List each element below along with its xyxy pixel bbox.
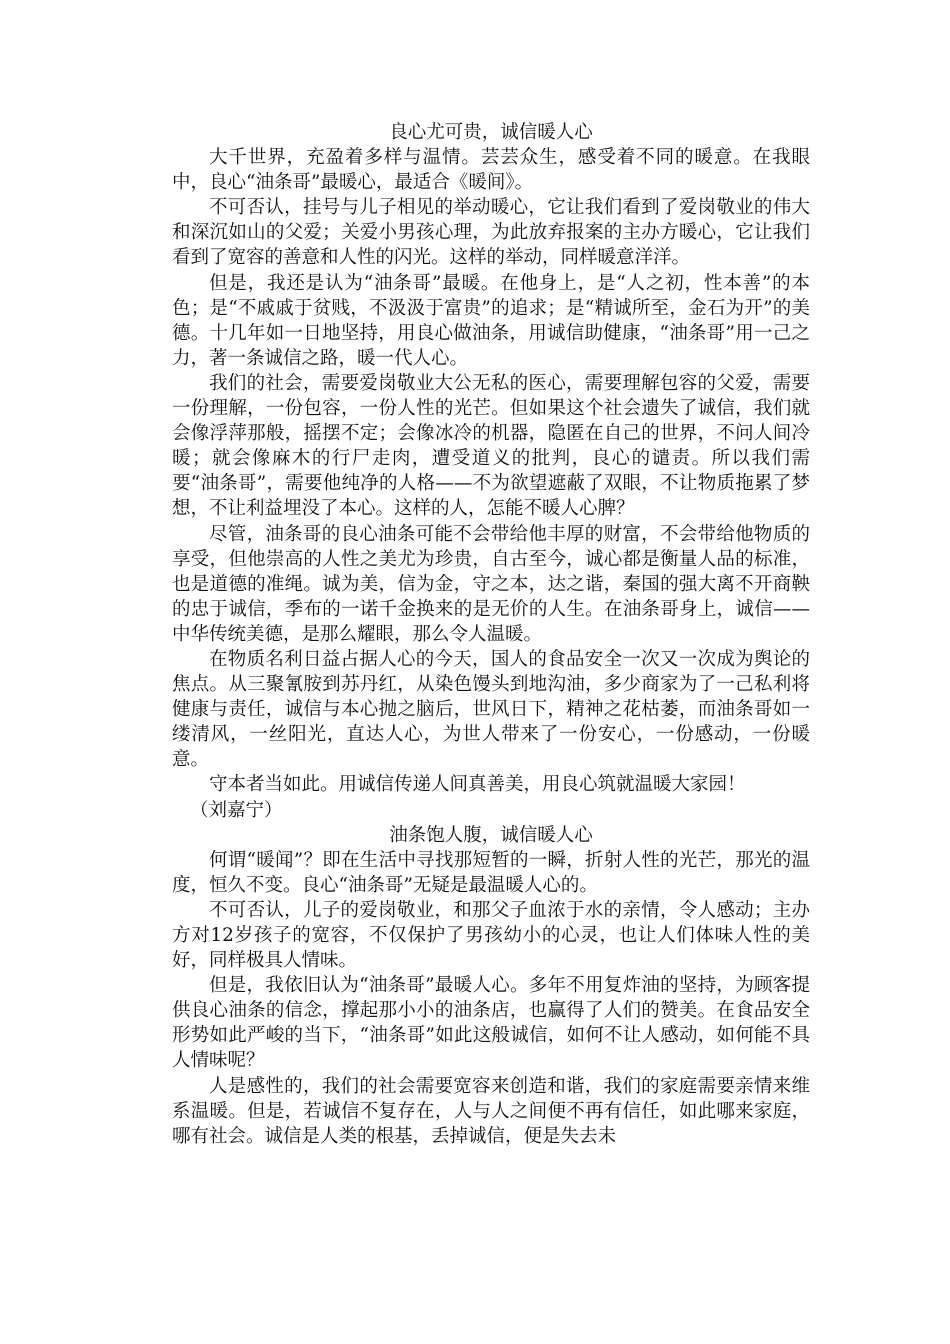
essay-1-paragraph: 我们的社会，需要爱岗敬业大公无私的医心，需要理解包容的父爱，需要一份理解，一份包容，一份人性的光芒。但如果这个社会遗失了诚信，我们就会像浮萍那般，摇摆不定；会像冰冷的机器，隐匿在自己的世界，不问人间冷暖；就会像麻木的行尸走肉，遭受道义的批判，良心的谴责。所以我们需要“油条哥”，需要他纯净的人格——不为欲望遮蔽了双眼，不让物质拖累了梦想，不让利益埋没了本心。这样的人，怎能不暖人心脾？	[172, 372, 810, 520]
essay-2-paragraph: 何谓“暖闻”？即在生活中寻找那短暂的一瞬，折射人性的光芒，那光的温度，恒久不变。良心“油条哥”无疑是最温暖人心的。	[172, 849, 810, 896]
essay-1-paragraph: 守本者当如此。用诚信传递人间真善美，用良心筑就温暖大家园！	[209, 774, 746, 796]
essay-1	[172, 120, 810, 823]
essay-1-paragraph: 在物质名利日益占据人心的今天，国人的食品安全一次又一次成为舆论的焦点。从三聚氰胺到苏丹红，从染色馒头到地沟油，多少商家为了一己私利将健康与责任，诚信与本心抛之脑后，世风日下，精神之花枯萎，而油条哥如一缕清风，一丝阳光，直达人心，为世人带来了一份安心，一份感动，一份暖意。	[172, 648, 810, 771]
essay-2-paragraph: 不可否认，儿子的爱岗敬业，和那父子血浓于水的亲情，令人感动；主办方对12岁孩子的宽容，不仅保护了男孩幼小的心灵，也让人们体味人性的美好，同样极具人情味。	[172, 899, 810, 972]
essay-2-paragraph: 人是感性的，我们的社会需要宽容来创造和谐，我们的家庭需要亲情来维系温暖。但是，若诚信不复存在，人与人之间便不再有信任，如此哪来家庭，哪有社会。诚信是人类的根基，丢掉诚信，便是失去未	[172, 1075, 810, 1147]
essay-1-paragraph: 大千世界，充盈着多样与温情。芸芸众生，感受着不同的暖意。在我眼中，良心“油条哥”最暖心，最适合《暖间》。	[172, 147, 810, 194]
essay-2	[172, 823, 810, 1149]
essay-1-paragraph: 不可否认，挂号与儿子相见的举动暖心，它让我们看到了爱岗敬业的伟大和深沉如山的父爱；关爱小男孩心理，为此放弃报案的主办方暖心，它让我们看到了宽容的善意和人性的闪光。这样的举动，同样暖意洋洋。	[172, 197, 810, 269]
essay-1-paragraph: 尽管，油条哥的良心油条可能不会带给他丰厚的财富，不会带给他物质的享受，但他崇高的人性之美尤为珍贵，自古至今，诚心都是衡量人品的标准，也是道德的准绳。诚为美，信为金，守之本，达之谐，秦国的强大离不开商鞅的忠于诚信，季布的一诺千金换来的是无价的人生。在油条哥身上，诚信——中华传统美德，是那么耀眼，那么令人温暖。	[172, 523, 810, 645]
essay-2-paragraph: 但是，我依旧认为“油条哥”最暖人心。多年不用复炸油的坚持，为顾客提供良心油条的信念，撑起那小小的油条店，也赢得了人们的赞美。在食品安全形势如此严峻的当下，“油条哥”如此这般诚信，如何不让人感动，如何能不具人情味呢？	[172, 975, 810, 1072]
essay-1-author: （刘嘉宁）	[190, 799, 283, 821]
essay-1-paragraph: 但是，我还是认为“油条哥”最暖。在他身上，是“人之初，性本善”的本色；是“不戚戚于贫贱，不汲汲于富贵”的追求；是“精诚所至，金石为开”的美德。十几年如一日地坚持，用良心做油条，用诚信助健康，“油条哥”用一己之力，著一条诚信之路，暖一代人心。	[172, 272, 810, 369]
document-page	[172, 120, 810, 1149]
essay-1-title: 良心尤可贵，诚信暖人心	[389, 122, 593, 143]
essay-2-title: 油条饱人腹，诚信暖人心	[389, 824, 593, 846]
